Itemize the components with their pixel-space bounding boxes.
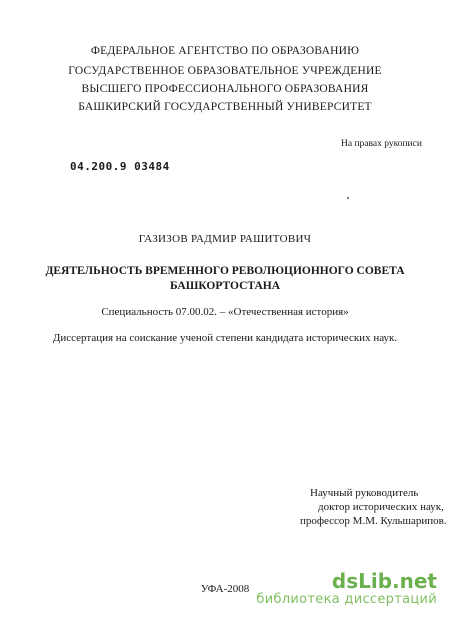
institution-line-1: ФЕДЕРАЛЬНОЕ АГЕНТСТВО ПО ОБРАЗОВАНИЮ xyxy=(90,45,360,57)
thesis-note: Диссертация на соискание ученой степени кандидата исторических наук. xyxy=(52,332,398,344)
archive-number: 04.200.9 03484 xyxy=(70,160,170,173)
city-year: УФА-2008 xyxy=(200,583,250,595)
supervisor-role: Научный руководитель xyxy=(310,487,419,499)
institution-line-4: БАШКИРСКИЙ ГОСУДАРСТВЕННЫЙ УНИВЕРСИТЕТ xyxy=(78,101,372,113)
supervisor-name: профессор М.М. Кульшарипов. xyxy=(300,515,447,527)
supervisor-degree: доктор исторических наук, xyxy=(318,501,444,513)
specialty: Специальность 07.00.02. – «Отечественная история» xyxy=(101,306,349,318)
watermark-subtitle: библиотека диссертаций xyxy=(256,592,437,607)
watermark-logo: dsLib.net xyxy=(331,569,437,593)
institution-line-2: ГОСУДАРСТВЕННОЕ ОБРАЗОВАТЕЛЬНОЕ УЧРЕЖДЕНИЕ xyxy=(68,65,382,77)
scan-speck xyxy=(347,197,349,199)
rights-note: На правах рукописи xyxy=(341,139,422,149)
institution-line-3: ВЫСШЕГО ПРОФЕССИОНАЛЬНОГО ОБРАЗОВАНИЯ xyxy=(81,83,369,95)
thesis-title-line-2: БАШКОРТОСТАНА xyxy=(169,280,281,292)
thesis-title-line-1: ДЕЯТЕЛЬНОСТЬ ВРЕМЕННОГО РЕВОЛЮЦИОННОГО СОВЕТА xyxy=(45,265,405,277)
author-name: ГАЗИЗОВ РАДМИР РАШИТОВИЧ xyxy=(138,233,312,245)
watermark xyxy=(256,570,437,608)
